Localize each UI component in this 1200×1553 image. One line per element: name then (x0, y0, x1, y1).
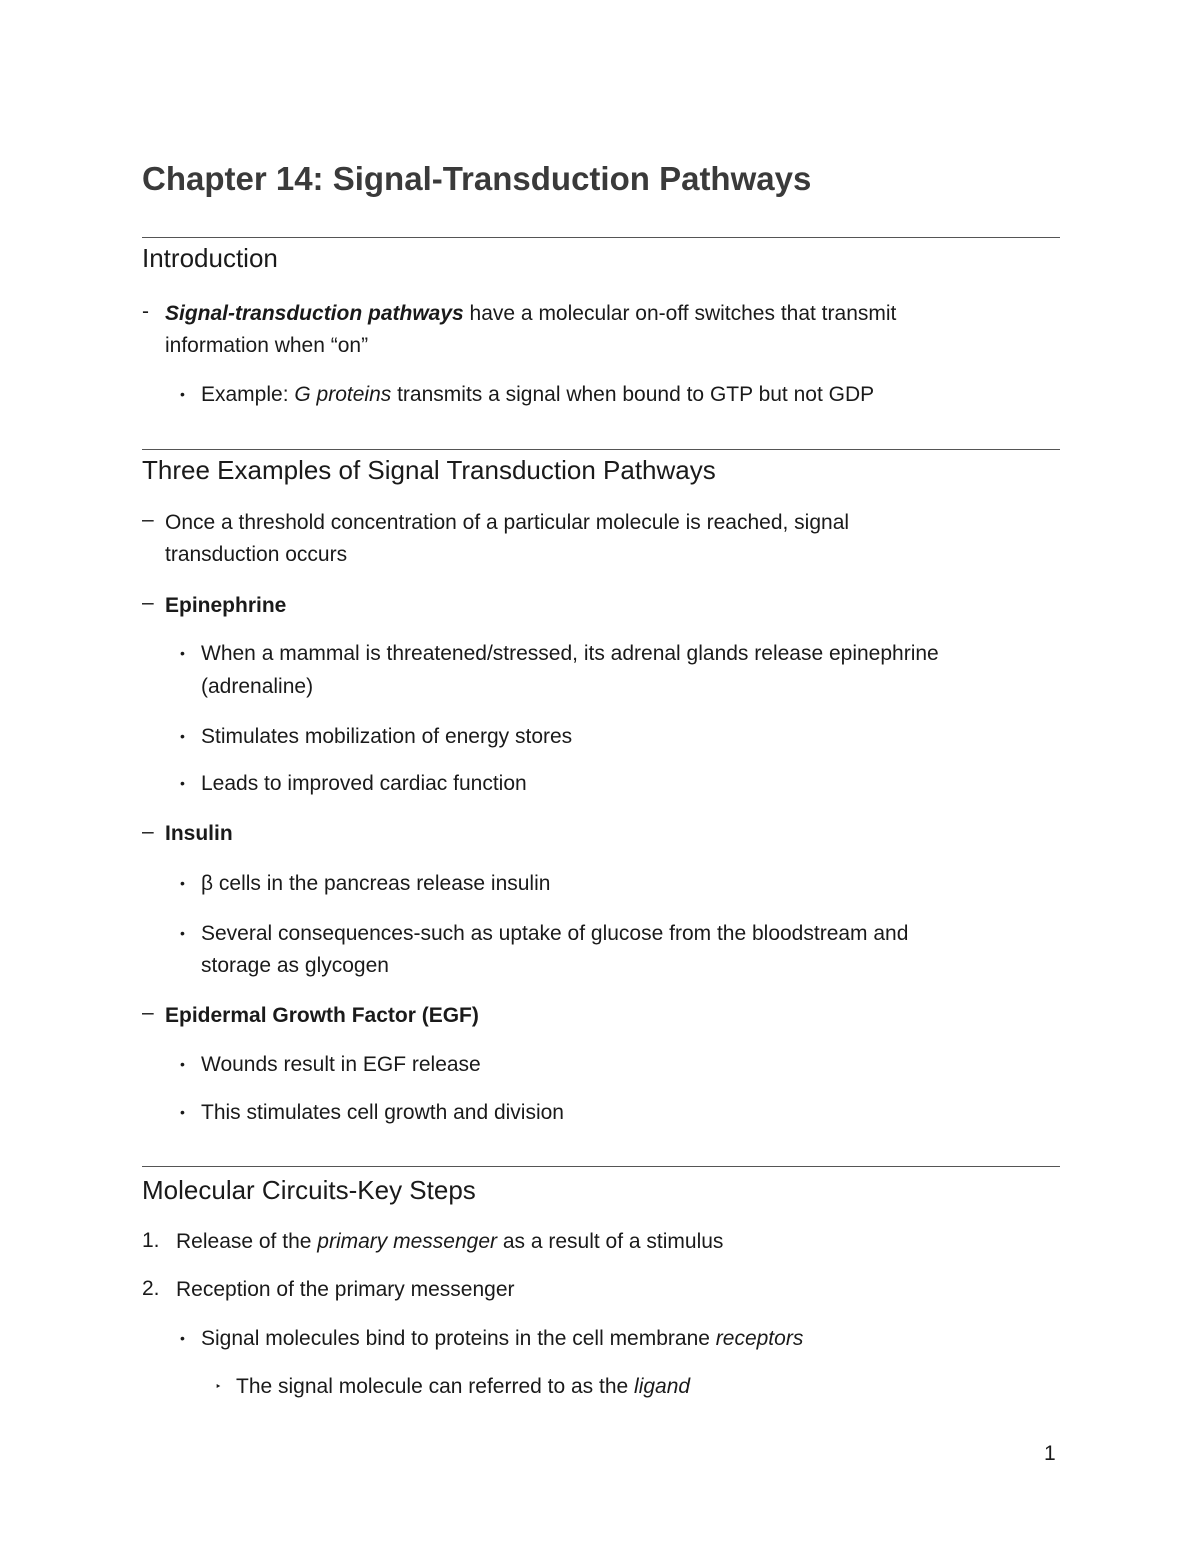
page-title: Chapter 14: Signal-Transduction Pathways (142, 160, 812, 197)
section-divider (142, 237, 1060, 238)
body-text: as a result of a stimulus (497, 1230, 724, 1253)
list-item-egf: Epidermal Growth Factor (EGF) (165, 1004, 479, 1027)
list-item-continuation: storage as glycogen (201, 954, 389, 977)
list-number: 2. (142, 1277, 160, 1300)
list-marker-dash: – (142, 591, 154, 614)
body-text: Signal molecules bind to proteins in the cell membrane (201, 1327, 716, 1350)
list-item: When a mammal is threatened/stressed, its adrenal glands release epinephrine (201, 642, 939, 665)
list-item: Stimulates mobilization of energy stores (201, 725, 573, 748)
list-marker-bullet: • (180, 386, 185, 402)
intro-item-line-2: information when “on” (165, 334, 369, 357)
list-item: Wounds result in EGF release (201, 1053, 481, 1076)
list-marker-bullet: • (180, 925, 185, 941)
list-item (201, 1323, 803, 1355)
key-term: G proteins (294, 383, 392, 406)
body-text: transmits a signal when bound to GTP but not GDP (391, 383, 875, 406)
section-divider (142, 449, 1060, 450)
body-text: Example: (201, 383, 295, 406)
list-marker-bullet: • (180, 728, 185, 744)
list-item: Several consequences-such as uptake of glucose from the bloodstream and (201, 922, 909, 945)
list-marker-dash: – (142, 1001, 154, 1024)
list-item-insulin: Insulin (165, 822, 233, 845)
list-item (236, 1371, 690, 1403)
intro-item-line-1 (165, 298, 896, 330)
list-number: 1. (142, 1229, 160, 1252)
list-marker-bullet: • (180, 1330, 185, 1346)
intro-sub-item (201, 379, 874, 411)
list-marker-bullet: • (180, 875, 185, 891)
section-heading-circuits: Molecular Circuits-Key Steps (142, 1175, 476, 1205)
section-heading-examples: Three Examples of Signal Transduction Pathways (142, 455, 716, 485)
body-text: have a molecular on-off switches that transmit (463, 302, 897, 325)
list-marker-bullet: • (180, 1104, 185, 1120)
section-heading-introduction: Introduction (142, 243, 278, 273)
key-term: receptors (715, 1327, 804, 1350)
list-marker-bullet: • (180, 645, 185, 661)
list-item-continuation: (adrenaline) (201, 675, 314, 698)
list-item: Leads to improved cardiac function (201, 772, 527, 795)
list-marker-bullet: • (180, 1056, 185, 1072)
key-term: Signal-transduction pathways (165, 302, 464, 325)
list-marker-dash: - (142, 300, 149, 323)
body-text: Release of the (176, 1230, 318, 1253)
list-item-epinephrine: Epinephrine (165, 594, 287, 617)
list-item: β cells in the pancreas release insulin (201, 872, 551, 895)
key-term: ligand (634, 1375, 691, 1398)
list-marker-dash: – (142, 820, 154, 843)
numbered-item (176, 1226, 723, 1258)
list-item: This stimulates cell growth and division (201, 1101, 564, 1124)
list-marker-dash: – (142, 508, 154, 531)
list-marker-bullet: • (180, 775, 185, 791)
body-text: The signal molecule can referred to as the (236, 1375, 635, 1398)
examples-item-line-1: Once a threshold concentration of a particular molecule is reached, signal (165, 511, 850, 534)
list-marker-triangle: ‣ (215, 1381, 222, 1393)
key-term: primary messenger (317, 1230, 497, 1253)
examples-item-line-2: transduction occurs (165, 543, 348, 566)
section-divider (142, 1166, 1060, 1167)
numbered-item: Reception of the primary messenger (176, 1278, 515, 1301)
page-number: 1 (1044, 1442, 1056, 1465)
